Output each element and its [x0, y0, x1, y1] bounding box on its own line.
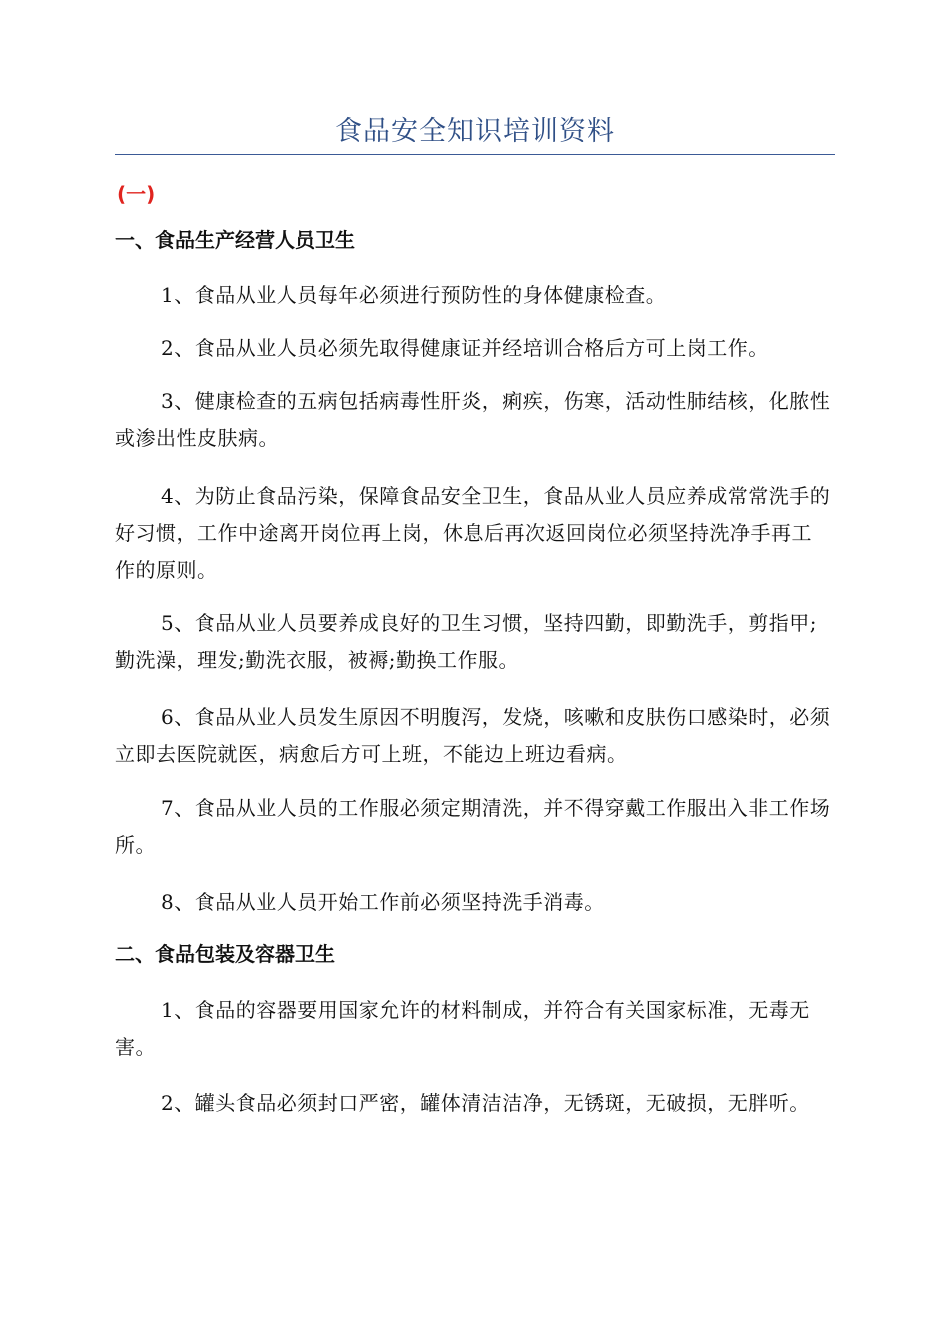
list-item: 6、食品从业人员发生原因不明腹泻，发烧，咳嗽和皮肤伤口感染时，必须立即去医院就医，病愈后方可上班，不能边上班边看病。	[115, 705, 831, 766]
list-item: 7、食品从业人员的工作服必须定期清洗，并不得穿戴工作服出入非工作场所。	[115, 796, 831, 857]
section-marker: (一)	[117, 182, 156, 206]
list-item: 8、食品从业人员开始工作前必须坚持洗手消毒。	[161, 890, 605, 914]
list-item: 4、为防止食品污染，保障食品安全卫生，食品从业人员应养成常常洗手的好习惯，工作中途离开岗位再上岗，休息后再次返回岗位必须坚持洗净手再工作的原则。	[115, 484, 831, 582]
list-item: 1、食品从业人员每年必须进行预防性的身体健康检查。	[161, 283, 667, 307]
title-underline	[115, 154, 835, 155]
list-item: 2、食品从业人员必须先取得健康证并经培训合格后方可上岗工作。	[161, 336, 769, 360]
section-heading-staff-hygiene: 一、食品生产经营人员卫生	[115, 228, 355, 252]
document-title: 食品安全知识培训资料	[335, 116, 615, 147]
section-heading-packaging-hygiene: 二、食品包装及容器卫生	[115, 942, 335, 966]
list-item: 1、食品的容器要用国家允许的材料制成，并符合有关国家标准，无毒无害。	[115, 998, 810, 1059]
list-item: 3、健康检查的五病包括病毒性肝炎，痢疾，伤寒，活动性肺结核，化脓性或渗出性皮肤病。	[115, 389, 831, 450]
list-item: 2、罐头食品必须封口严密，罐体清洁洁净，无锈斑，无破损，无胖听。	[161, 1091, 810, 1115]
list-item: 5、食品从业人员要养成良好的卫生习惯，坚持四勤，即勤洗手，剪指甲;勤洗澡，理发;勤洗衣服，被褥;勤换工作服。	[115, 611, 817, 672]
